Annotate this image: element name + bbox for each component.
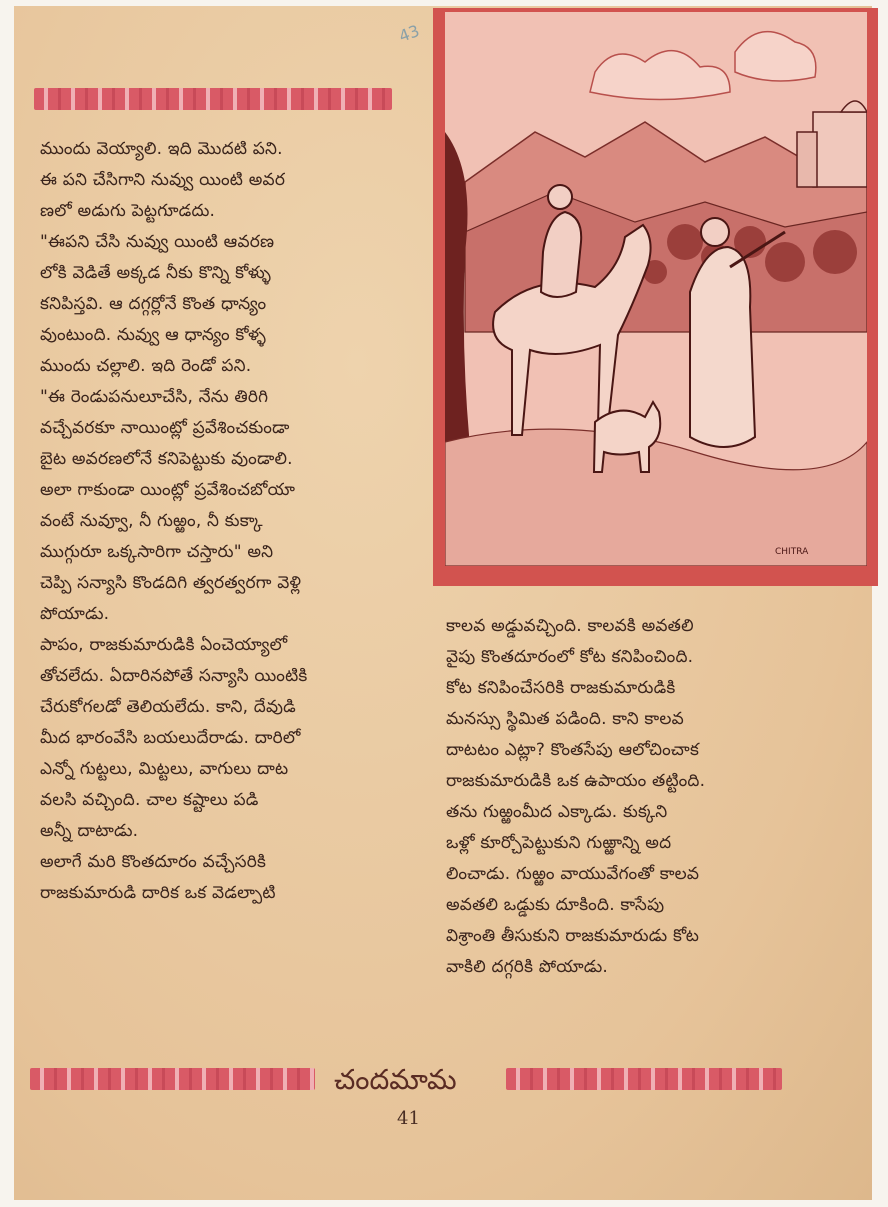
story-illustration [433,8,878,586]
left-column-text: ముందు వెయ్యాలి. ఇది మొదటి పని. ఈ పని చేసిగాని నువ్వు యింటి అవర ణలో అడుగు పెట్టగూడదు. "ఈపని చేసి నువ్వు యింటి ఆవరణ లోకి వెడితే అక్కడ నీకు కొన్ని కోళ్ళు కనిపిస్తవి. ఆ దగ్గర్లోనే కొంత ధాన్యం వుంటుంది. నువ్వు ఆ ధాన్యం కోళ్ళ ముందు చల్లాలి. ఇది రెండో పని. "ఈ రెండుపనులూచేసి, నేను తిరిగి వచ్చేవరకూ నాయింట్లో ప్రవేశించకుండా బైట అవరణలోనే కనిపెట్టుకు వుండాలి. అలా గాకుండా యింట్లో ప్రవేశించబోయా వంటే నువ్వూ, నీ గుఱ్ఱం, నీ కుక్కా ముగ్గురూ ఒక్కసారిగా చస్తారు" అని చెప్పి సన్యాసి కొండదిగి త్వరత్వరగా వెళ్లి పోయాడు. పాపం, రాజకుమారుడికి ఏంచెయ్యాలో తోచలేదు. ఏదారినపోతే సన్యాసి యింటికి చేరుకోగలడో తెలియలేదు. కాని, దేవుడి మీద భారంవేసి బయలుదేరాడు. దారిలో ఎన్నో గుట్టలు, మిట్టలు, వాగులు దాట వలసి వచ్చింది. చాల కష్టాలు పడి అన్నీ దాటాడు. అలాగే మరి కొంతదూరం వచ్చేసరికి రాజకుమారుడి దారిక ఒక వెడల్పాటి [40,139,308,903]
page-number: 41 [397,1108,420,1129]
footer-decorative-band-right [506,1068,782,1090]
ink-mark: 43 [396,21,422,46]
magazine-title: చందమామ [334,1063,457,1096]
top-decorative-band [34,88,392,110]
magazine-page [14,6,872,1200]
footer-decorative-band-left [30,1068,315,1090]
illustration-signature: CHITRA [775,547,809,557]
right-column-text: కాలవ అడ్డువచ్చింది. కాలవకి అవతలి వైపు కొంతదూరంలో కోట కనిపించింది. కోట కనిపించేసరికి రాజకుమారుడికి మనస్సు స్థిమిత పడింది. కాని కాలవ దాటటం ఎట్లా? కొంతసేపు ఆలోచించాక రాజకుమారుడికి ఒక ఉపాయం తట్టింది. తను గుఱ్ఱంమీద ఎక్కాడు. కుక్కని ఒళ్లో కూర్చోపెట్టుకుని గుఱ్ఱాన్ని అద లించాడు. గుఱ్ఱం వాయువేగంతో కాలవ అవతలి ఒడ్డుకు దూకింది. కాసేపు విశ్రాంతి తీసుకుని రాజకుమారుడు కోట వాకిలి దగ్గరికి పోయాడు. [446,616,706,977]
